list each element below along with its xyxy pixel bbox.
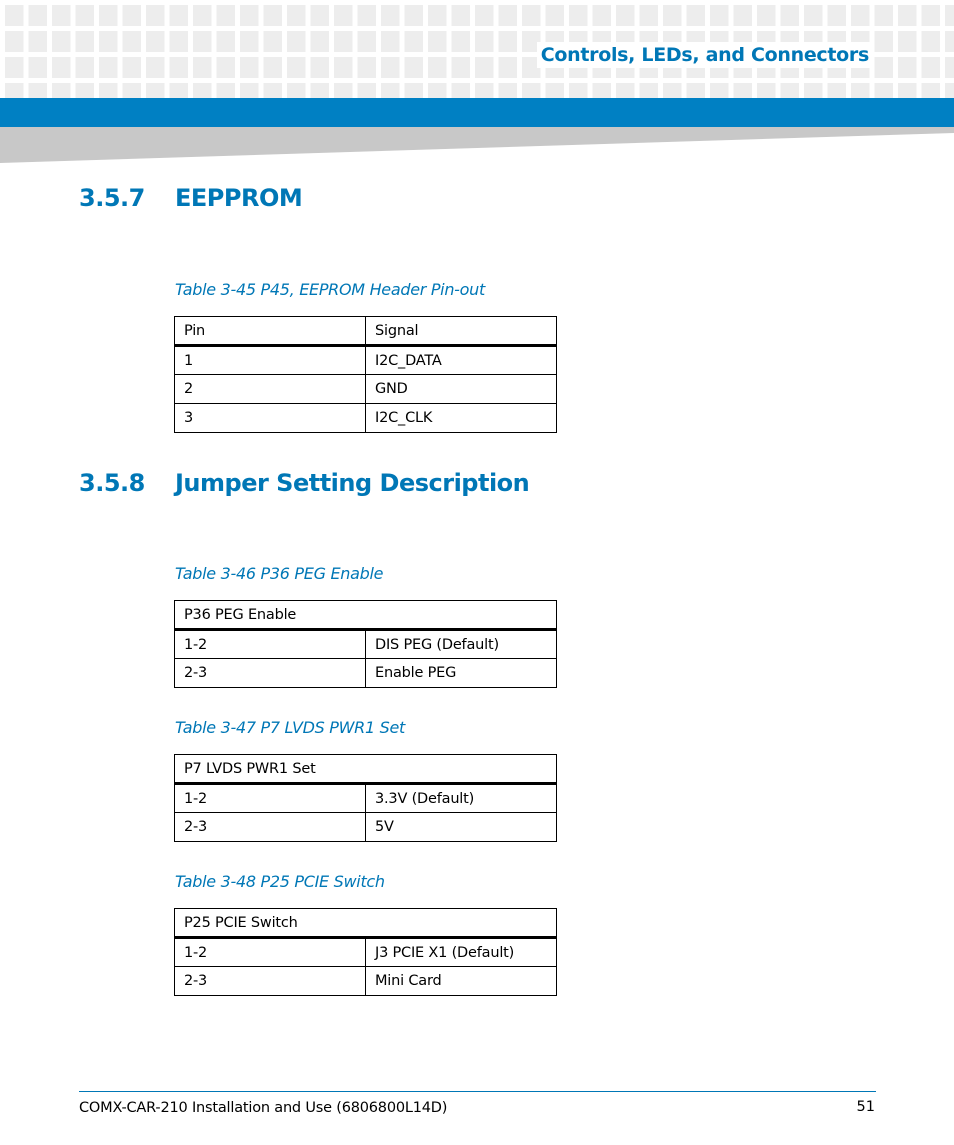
table-header-cell: P25 PCIE Switch: [175, 909, 557, 938]
footer-divider: [79, 1091, 876, 1092]
table-cell: DIS PEG (Default): [366, 630, 557, 659]
header-grey-wedge: [0, 127, 954, 163]
table-row: [175, 630, 557, 659]
table-cell: I2C_DATA: [366, 346, 557, 375]
running-header-title: Controls, LEDs, and Connectors: [537, 42, 873, 68]
table-header-cell: P7 LVDS PWR1 Set: [175, 755, 557, 784]
header-blue-bar: [0, 98, 954, 127]
table-header-row: [175, 317, 557, 346]
table-cell: 1: [175, 346, 366, 375]
table-header-row: [175, 601, 557, 630]
table-cell: J3 PCIE X1 (Default): [366, 938, 557, 967]
table-cell: 2-3: [175, 659, 366, 688]
table-caption: Table 3-48 P25 PCIE Switch: [175, 872, 385, 891]
table-cell: 1-2: [175, 938, 366, 967]
table-cell: Enable PEG: [366, 659, 557, 688]
table-header-row: [175, 755, 557, 784]
table-row: [175, 346, 557, 375]
table-cell: 3.3V (Default): [366, 784, 557, 813]
section-number: 3.5.8: [79, 469, 145, 497]
p36-peg-enable-table: [174, 600, 557, 688]
table-header-cell: P36 PEG Enable: [175, 601, 557, 630]
table-row: [175, 938, 557, 967]
section-heading-jumper: [79, 469, 529, 497]
table-row: [175, 375, 557, 404]
page-number: 51: [856, 1099, 875, 1115]
section-heading-eeprom: [79, 184, 302, 212]
table-cell: GND: [366, 375, 557, 404]
table-cell: I2C_CLK: [366, 404, 557, 433]
p7-lvds-pwr1-table: [174, 754, 557, 842]
table-row: [175, 404, 557, 433]
section-title: Jumper Setting Description: [175, 469, 530, 497]
table-cell: 2-3: [175, 967, 366, 996]
table-cell: 2: [175, 375, 366, 404]
table-caption: Table 3-47 P7 LVDS PWR1 Set: [175, 718, 406, 737]
table-header-cell: Pin: [175, 317, 366, 346]
table-cell: 1-2: [175, 784, 366, 813]
eeprom-pinout-table: [174, 316, 557, 433]
table-header-cell: Signal: [366, 317, 557, 346]
table-cell: 1-2: [175, 630, 366, 659]
p25-pcie-switch-table: [174, 908, 557, 996]
table-row: [175, 813, 557, 842]
table-cell: 2-3: [175, 813, 366, 842]
table-header-row: [175, 909, 557, 938]
table-cell: 5V: [366, 813, 557, 842]
table-row: [175, 659, 557, 688]
section-title: EEPPROM: [175, 184, 303, 212]
section-number: 3.5.7: [79, 184, 145, 212]
table-caption: Table 3-45 P45, EEPROM Header Pin-out: [175, 280, 485, 299]
table-row: [175, 967, 557, 996]
table-caption: Table 3-46 P36 PEG Enable: [175, 564, 384, 583]
table-row: [175, 784, 557, 813]
table-cell: 3: [175, 404, 366, 433]
footer-document-title: COMX-CAR-210 Installation and Use (6806800L14D): [79, 1100, 448, 1116]
table-cell: Mini Card: [366, 967, 557, 996]
